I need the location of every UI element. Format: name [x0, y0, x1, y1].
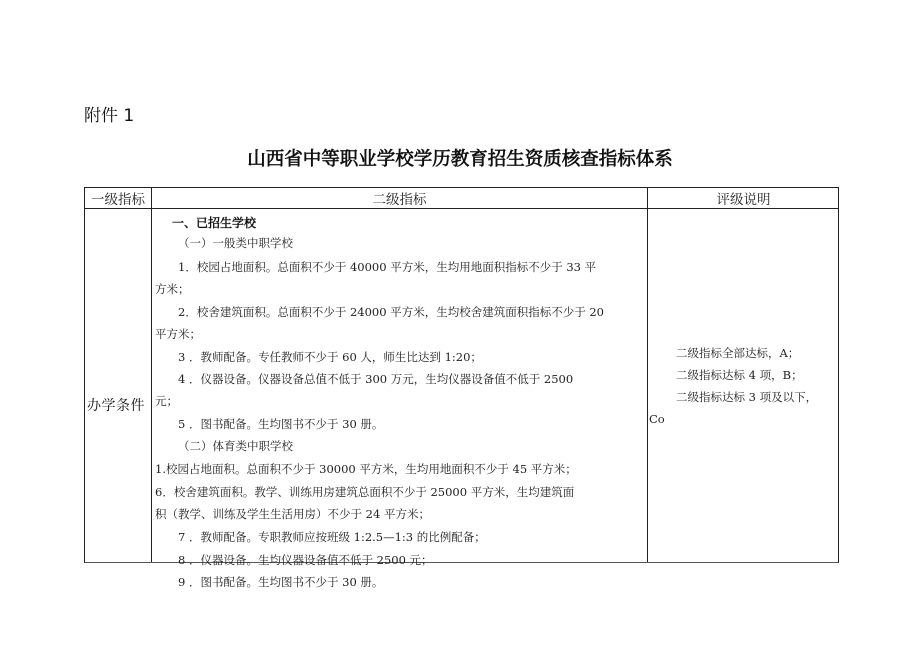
rating-line: 二级指标全部达标，A；	[676, 346, 800, 360]
indicator-line: 5 ．图书配备。生均图书不少于 30 册。	[178, 417, 384, 431]
indicator-line: 8 ．仪器设备。生均仪器设备值不低于 2500 元；	[178, 553, 433, 567]
document-title: 山西省中等职业学校学历教育招生资质核查指标体系	[247, 149, 673, 170]
indicator-line: 平方米；	[155, 327, 201, 341]
rating-line: 二级指标达标 3 项及以下，	[676, 390, 818, 404]
header-rating: 评级说明	[648, 188, 839, 209]
attachment-label: 附件 1	[84, 106, 135, 126]
indicator-line: 1．校园占地面积。总面积不少于 40000 平方米，生均用地面积指标不少于 33 平	[178, 260, 597, 274]
indicator-line: 4 ．仪器设备。仪器设备总值不低于 300 万元，生均仪器设备值不低于 2500	[178, 372, 574, 386]
section-heading: 一、已招生学校	[172, 216, 257, 230]
header-level2: 二级指标	[152, 188, 648, 209]
indicator-cell	[152, 209, 648, 589]
rating-line: Co	[649, 412, 665, 426]
indicator-table	[84, 187, 839, 589]
indicator-line: 方米；	[155, 282, 190, 296]
indicator-line: 元；	[155, 394, 178, 408]
indicator-line: 1.校园占地面积。总面积不少于 30000 平方米，生均用地面积不少于 45 平方米；	[155, 462, 577, 476]
rating-line: 二级指标达标 4 项，B；	[676, 368, 803, 382]
subsection-heading: （一）一般类中职学校	[178, 236, 293, 250]
category-cell	[85, 209, 152, 562]
header-level1: 一级指标	[85, 188, 152, 209]
indicator-line: 7 ．教师配备。专职教师应按班级 1:2.5—1:3 的比例配备；	[178, 530, 486, 544]
rating-cell	[648, 209, 839, 562]
indicator-line: 积（教学、训练及学生生活用房）不少于 24 平方米；	[155, 507, 430, 521]
subsection-heading: （二）体育类中职学校	[178, 439, 293, 453]
indicator-line: 2．校舍建筑面积。总面积不少于 24000 平方米，生均校舍建筑面积指标不少于 20	[178, 305, 604, 319]
indicator-line: 6．校舍建筑面积。教学、训练用房建筑总面积不少于 25000 平方米，生均建筑面	[155, 485, 575, 499]
indicator-line: 9 ．图书配备。生均图书不少于 30 册。	[178, 575, 384, 589]
category-label: 办学条件	[87, 398, 145, 414]
indicator-line: 3 ．教师配备。专任教师不少于 60 人，师生比达到 1:20；	[178, 350, 482, 364]
